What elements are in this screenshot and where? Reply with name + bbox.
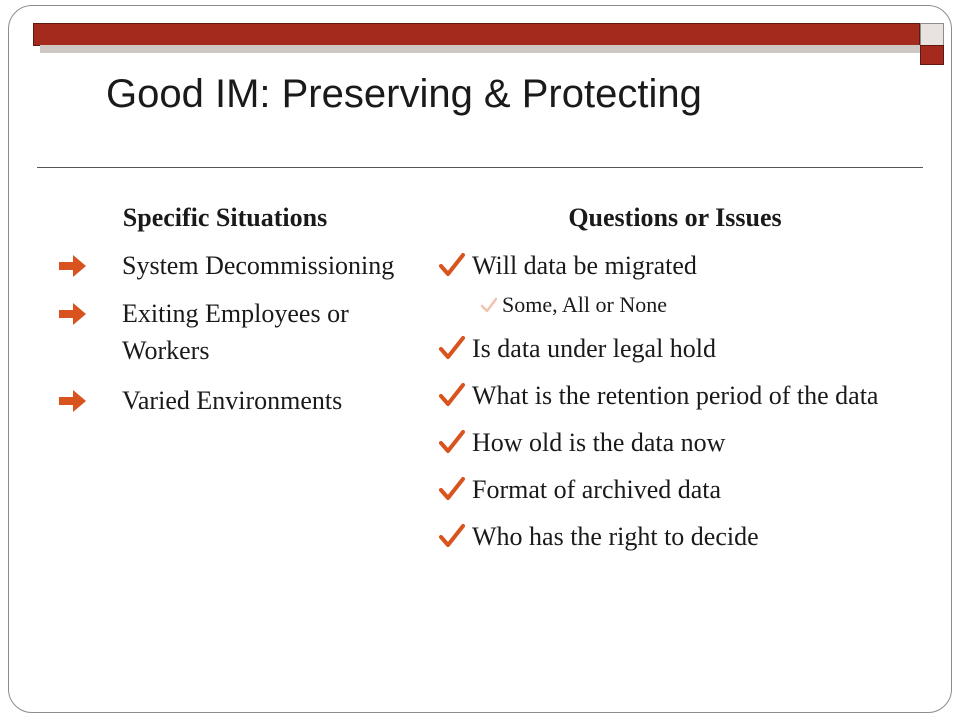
- sub-list: [472, 288, 908, 322]
- right-arrow-icon: [58, 388, 88, 414]
- situations-list: [58, 247, 408, 430]
- slide-title: Good IM: Preserving & Protecting: [106, 72, 702, 116]
- list-item-text: Will data be migrated: [472, 251, 697, 280]
- checkmark-icon: [438, 428, 466, 456]
- left-column-heading: Specific Situations: [122, 203, 328, 232]
- checkmark-icon: [438, 381, 466, 409]
- list-item: [438, 377, 908, 414]
- header-accent-cap: [920, 23, 944, 46]
- list-item-text: Exiting Employees or Workers: [122, 299, 349, 365]
- title-divider: [37, 167, 923, 168]
- list-item-text: Varied Environments: [122, 386, 343, 415]
- header-accent-stripe: [40, 45, 920, 53]
- list-item-text: Format of archived data: [472, 475, 722, 504]
- checkmark-icon: [438, 334, 466, 362]
- list-item-text: How old is the data now: [472, 428, 726, 457]
- checkmark-icon: [438, 251, 466, 279]
- list-item-text: System Decommissioning: [122, 251, 395, 280]
- list-item-text: Who has the right to decide: [472, 522, 759, 551]
- list-item: [58, 295, 408, 369]
- sub-list-item: [472, 288, 908, 322]
- list-item: [438, 471, 908, 508]
- list-item: [438, 518, 908, 555]
- list-item-text: What is the retention period of the data: [472, 381, 879, 410]
- right-arrow-icon: [58, 301, 88, 327]
- checkmark-icon: [438, 475, 466, 503]
- questions-list: [438, 247, 908, 565]
- header-accent-cap-block: [920, 45, 944, 65]
- list-item-text: Is data under legal hold: [472, 334, 717, 363]
- right-column-heading: Questions or Issues: [568, 203, 782, 232]
- list-item: [58, 247, 408, 284]
- sub-list-item-text: Some, All or None: [502, 292, 667, 317]
- list-item: [58, 382, 408, 419]
- list-item: [438, 247, 908, 322]
- list-item: [438, 330, 908, 367]
- checkmark-icon: [480, 296, 498, 314]
- header-accent-bar: [33, 23, 920, 46]
- checkmark-icon: [438, 522, 466, 550]
- right-arrow-icon: [58, 253, 88, 279]
- list-item: [438, 424, 908, 461]
